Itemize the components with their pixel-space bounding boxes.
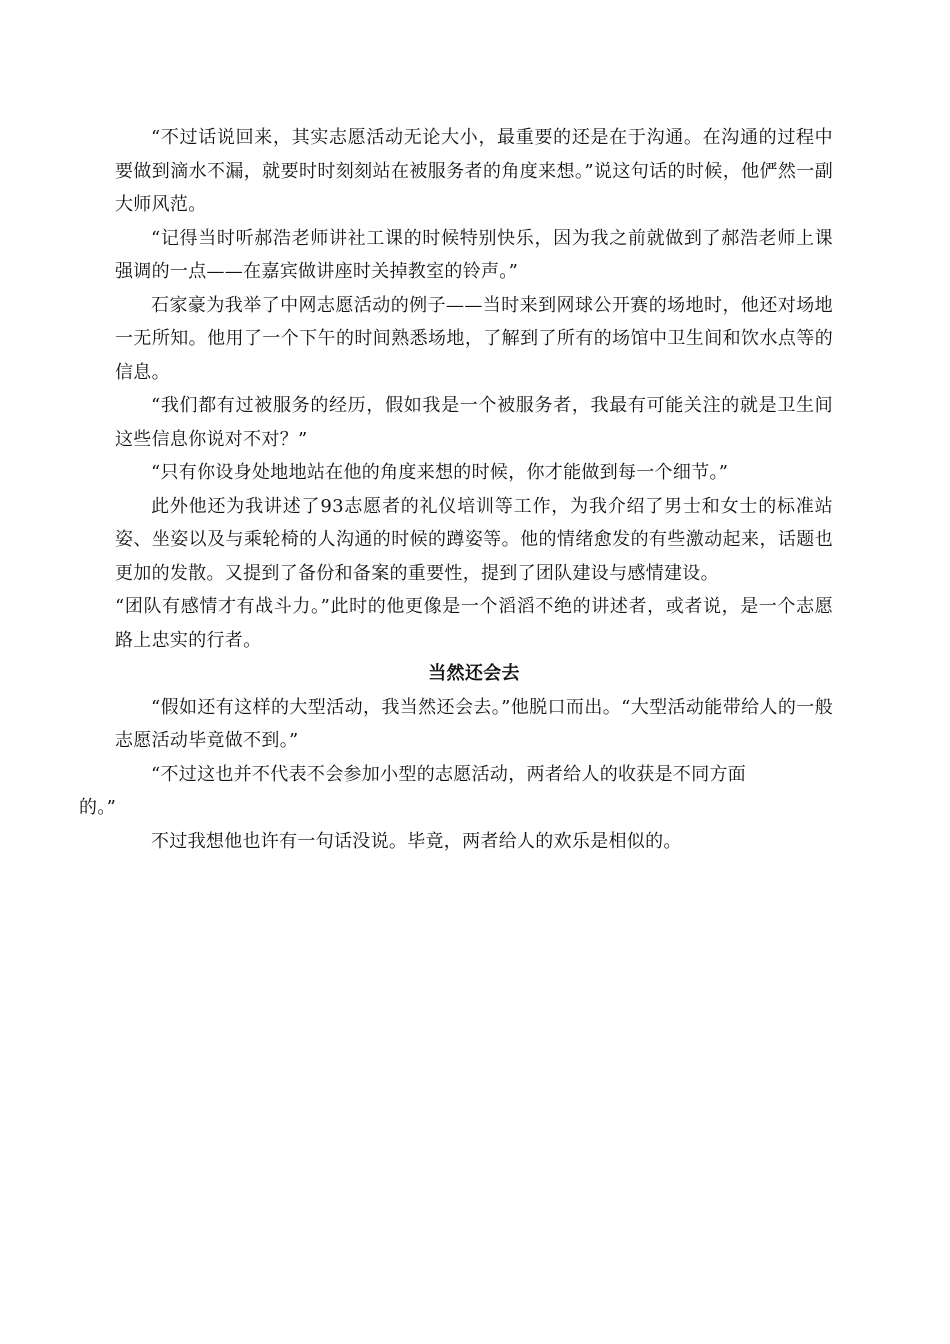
paragraph-large-events: “假如还有这样的大型活动，我当然还会去。”他脱口而出。“大型活动能带给人的一般志愿活动毕竟做不到。” <box>115 696 833 751</box>
paragraph-every-detail: “只有你设身处地地站在他的角度来想的时候，你才能做到每一个细节。” <box>151 462 729 483</box>
paragraph-tennis-venue: 石家豪为我举了中网志愿活动的例子——当时来到网球公开赛的场地时，他还对场地一无所知。他用了一个下午的时间熟悉场地，了解到了所有的场馆中卫生间和饮水点等的信息。 <box>115 294 833 383</box>
paragraph-etiquette-training: 此外他还为我讲述了93志愿者的礼仪培训等工作，为我介绍了男士和女士的标准站姿、坐姿以及与乘轮椅的人沟通的时候的蹲姿等。他的情绪愈发的有些激动起来，话题也更加的发散。又提到了备份和备案的重要性，提到了团队建设与感情建设。 <box>115 495 833 584</box>
paragraph-closing-thought: 不过我想他也许有一句话没说。毕竟，两者给人的欢乐是相似的。 <box>151 830 682 852</box>
section-heading: 当然还会去 <box>428 663 520 684</box>
paragraph-communication-quote: “不过话说回来，其实志愿活动无论大小，最重要的还是在于沟通。在沟通的过程中要做到滴水不漏，就要时时刻刻站在被服务者的角度来想。”说这句话的时候，他俨然一副大师风范。 <box>115 127 833 215</box>
paragraph-small-events <box>79 758 833 825</box>
document-page <box>79 121 833 858</box>
paragraph-social-work-class: “记得当时听郝浩老师讲社工课的时候特别快乐，因为我之前就做到了郝浩老师上课强调的一点——在嘉宾做讲座时关掉教室的铃声。” <box>115 227 833 282</box>
paragraph-line: 的。” <box>79 797 117 818</box>
paragraph-served-experience: “我们都有过被服务的经历，假如我是一个被服务者，我最有可能关注的就是卫生间这些信息你说对不对？” <box>115 395 833 450</box>
paragraph-line: “不过这也并不代表不会参加小型的志愿活动，两者给人的收获是不同方面 <box>151 763 747 785</box>
paragraph-team-spirit: “团队有感情才有战斗力。”此时的他更像是一个滔滔不绝的讲述者，或者说，是一个志愿路上忠实的行者。 <box>115 596 833 651</box>
